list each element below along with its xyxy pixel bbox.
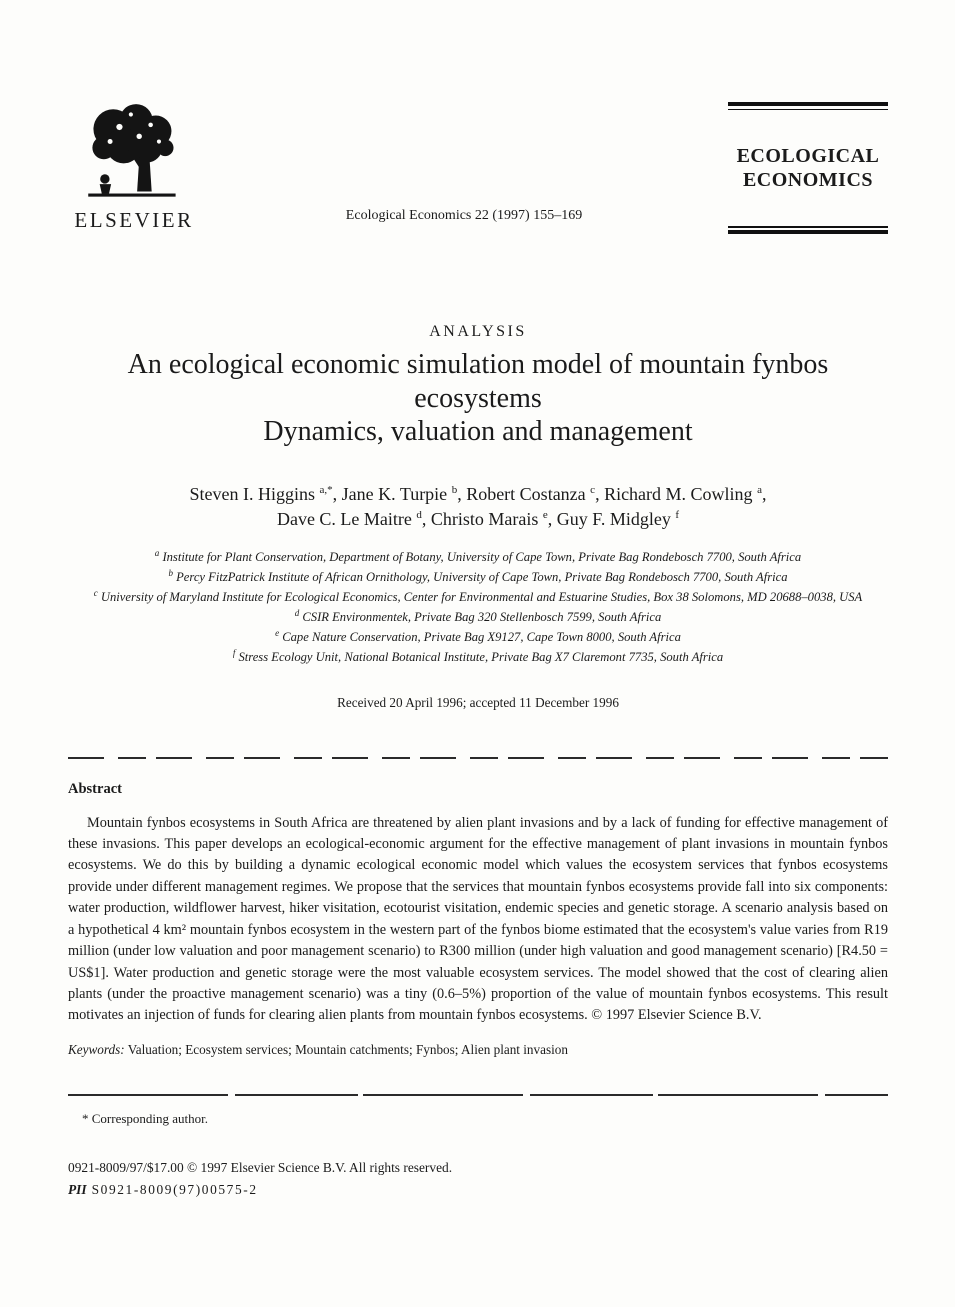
banner-top-thick-rule [728, 102, 888, 106]
author: Christo Marais $^e$, [430, 508, 557, 529]
affiliation-line: $^e$ Cape Nature Conservation, Private Bag X9127, Cape Town 8000, South Africa [275, 628, 681, 645]
affiliation-list [68, 547, 888, 667]
author: Guy F. Midgley $^f$ [556, 508, 680, 529]
affiliation-line: $^a$ Institute for Plant Conservation, Department of Botany, University of Cape Town, Private Bag Rondebosch 7700, South Africa [154, 548, 802, 565]
footnote-divider-rule [68, 1094, 888, 1096]
title-line2: ecosystems [414, 382, 542, 414]
author: Jane K. Turpie $^b$, [341, 483, 467, 504]
article-title [68, 348, 888, 449]
title-line1: An ecological economic simulation model of mountain fynbos [127, 349, 829, 380]
article-subtitle: Dynamics, valuation and management [263, 416, 693, 448]
journal-name [728, 110, 888, 226]
abstract-heading: Abstract [68, 780, 122, 797]
journal-citation: Ecological Economics 22 (1997) 155–169 [345, 208, 583, 223]
journal-banner [728, 102, 888, 234]
abstract-divider-rule [68, 757, 888, 759]
keywords-label: Keywords: [68, 1041, 125, 1057]
affiliation-line: $^d$ CSIR Environmentek, Private Bag 320 Stellenbosch 7599, South Africa [294, 608, 662, 625]
received-dates: Received 20 April 1996; accepted 11 December 1996 [337, 694, 619, 710]
author-line-1 [68, 482, 888, 507]
abstract-text: Mountain fynbos ecosystems in South Africa are threatened by alien plant invasions and by a lack of funding for effective management of these invasions. This paper develops an ecological-economic argument for the effective management of plant invasions in mountain fynbos ecosystems. We do this by building a dynamic ecological economic model which values the ecosystem services that fynbos ecosystems provide under different management regimes. We propose that the services that mountain fynbos ecosystems provide fall into six components: water production, wildflower harvest, hiker visitation, ecotourist visitation, endemic species and genetic storage. A scenario analysis based on a hypothetical 4 km² mountain fynbos ecosystem in the western part of the fynbos biome estimated that the ecosystem's value varies from R19 million (under low valuation and poor management scenario) to R300 million (under high valuation and good management scenario) [R4.50 = US$1]. Water production and genetic storage were the most valuable ecosystem services. The model showed that the cost of clearing alien plants (under the proactive management scenario) was a tiny (0.6–5%) proportion of the value of mountain fynbos ecosystems. This result motivates an injection of funds for clearing alien plants from mountain fynbos ecosystems. © 1997 Elsevier Science B.V. [68, 814, 888, 1024]
article-footer [68, 1157, 888, 1201]
author: Robert Costanza $^c$, [466, 483, 605, 504]
copyright-line: 0921-8009/97/$17.00 © 1997 Elsevier Science B.V. All rights reserved. [68, 1159, 453, 1175]
banner-bottom-thick-rule [728, 230, 888, 234]
pii-line [68, 1179, 888, 1201]
author: Steven I. Higgins $^{a,*}$, [189, 483, 342, 504]
pii-value: S0921-8009(97)00575-2 [91, 1181, 258, 1197]
affiliation-line: $^c$ University of Maryland Institute for Ecological Economics, Center for Environmental and Estuarine Studies, Box 38 Solomons, MD 20688–0038, USA [93, 588, 863, 605]
elsevier-wordmark: ELSEVIER [74, 208, 194, 232]
affiliation-line: $^b$ Percy FitzPatrick Institute of African Ornithology, University of Cape Town, Private Bag Rondebosch 7700, South Africa [168, 568, 788, 585]
keywords-line [68, 1042, 888, 1058]
journal-masthead [68, 102, 888, 234]
journal-name-line1: ECOLOGICAL [736, 145, 880, 167]
pii-label: PII [68, 1181, 87, 1197]
banner-bottom-thin-rule [728, 226, 888, 228]
author-line-2 [68, 507, 888, 532]
affiliation-line: $^f$ Stress Ecology Unit, National Botanical Institute, Private Bag X7 Claremont 7735, South Africa [232, 648, 724, 665]
author: Richard M. Cowling $^a$, [604, 483, 767, 504]
corresponding-author-note: * Corresponding author. [82, 1110, 209, 1126]
author-list [68, 482, 888, 532]
section-label: ANALYSIS [429, 323, 527, 340]
elsevier-logo [68, 102, 200, 234]
elsevier-tree-icon [82, 102, 186, 206]
author: Dave C. Le Maitre $^d$, [276, 508, 431, 529]
keywords-text: Valuation; Ecosystem services; Mountain catchments; Fynbos; Alien plant invasion [124, 1041, 568, 1057]
journal-name-line2: ECONOMICS [742, 169, 874, 191]
